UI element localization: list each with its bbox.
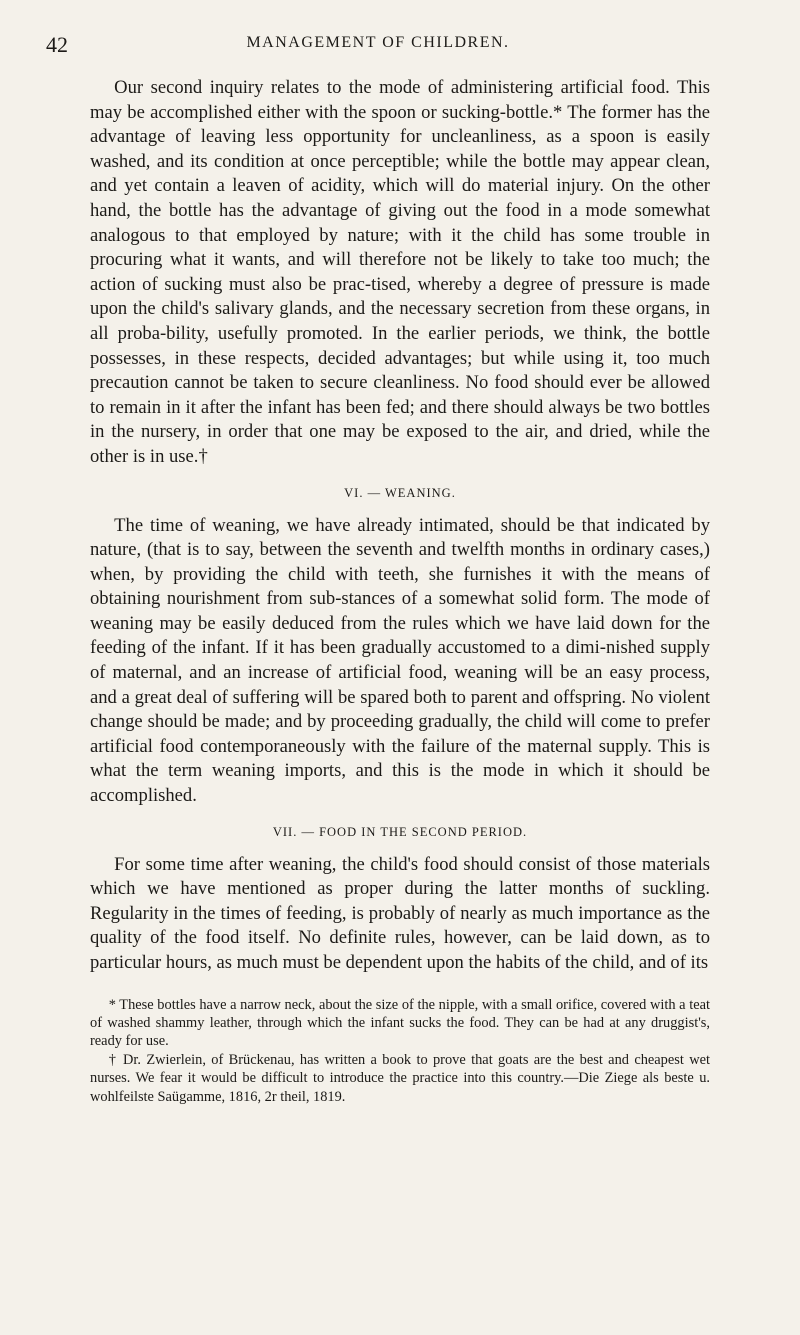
body-text xyxy=(90,76,710,1106)
running-head: MANAGEMENT OF CHILDREN. xyxy=(246,34,510,51)
paragraph-weaning: The time of weaning, we have already intimated, should be that indicated by nature, (that is to say, between the seventh and twelfth months in ordinary cases,) when, by providing the child with teeth, she furnishes it with the means of obtaining nourishment from sub-stances of a somewhat solid form. The mode of weaning may be easily deduced from the rules which we have laid down for the feeding of the infant. If it has been gradually accustomed to a dimi-nished supply of maternal, and an increase of artificial food, weaning will be an easy process, and a great deal of suffering will be spared both to parent and offspring. No violent change should be made; and by proceeding gradually, the child will come to prefer artificial food contemporaneously with the failure of the maternal supply. This is what the term weaning imports, and this is the mode in which it should be accomplished. xyxy=(90,514,710,807)
paragraph-food-second-period: For some time after weaning, the child's food should consist of those materials which we have mentioned as proper during the latter months of suckling. Regularity in the times of feeding, is probably of nearly as much importance as the quality of the food itself. No definite rules, however, can be laid down, as to particular hours, as much must be dependent upon the habits of the child, and of its xyxy=(90,853,710,973)
footnotes xyxy=(90,996,710,1106)
section-heading-food-second-period: VII. — FOOD IN THE SECOND PERIOD. xyxy=(272,824,528,839)
page-number: 42 xyxy=(46,32,68,57)
section-heading-weaning: VI. — WEANING. xyxy=(344,485,456,500)
footnote-zwierlein: † Dr. Zwierlein, of Brückenau, has written a book to prove that goats are the best and cheapest wet nurses. We fear it would be difficult to introduce the practice into this country.—Die Ziege als beste u. wohlfeilste Saügamme, 1816, 2r theil, 1819. xyxy=(90,1051,710,1105)
page-header xyxy=(46,32,710,58)
paragraph-artificial-food: Our second inquiry relates to the mode of administering artificial food. This may be accomplished either with the spoon or sucking-bottle.* The former has the advantage of leaving less opportunity for uncleanliness, as a spoon is easily washed, and its condition at once perceptible; while the bottle may appear clean, and yet contain a leaven of acidity, which will do material injury. On the other hand, the bottle has the advantage of giving out the food in a mode somewhat analogous to that employed by nature; with it the child has some trouble in procuring what it wants, and will therefore not be likely to take too much; the action of sucking must also be prac-tised, whereby a degree of pressure is made upon the child's salivary glands, and the necessary secretion from these organs, in all proba-bility, usefully promoted. In the earlier periods, we think, the bottle possesses, in these respects, decided advantages; but while using it, too much precaution cannot be taken to secure cleanliness. No food should ever be allowed to remain in it after the infant has been fed; and there should always be two bottles in the nursery, in order that one may be exposed to the air, and dried, while the other is in use.† xyxy=(90,77,710,467)
footnote-bottles: * These bottles have a narrow neck, about the size of the nipple, with a small orifice, covered with a teat of washed shammy leather, through which the infant sucks the food. They can be had at any druggist's, ready for use. xyxy=(90,996,710,1050)
